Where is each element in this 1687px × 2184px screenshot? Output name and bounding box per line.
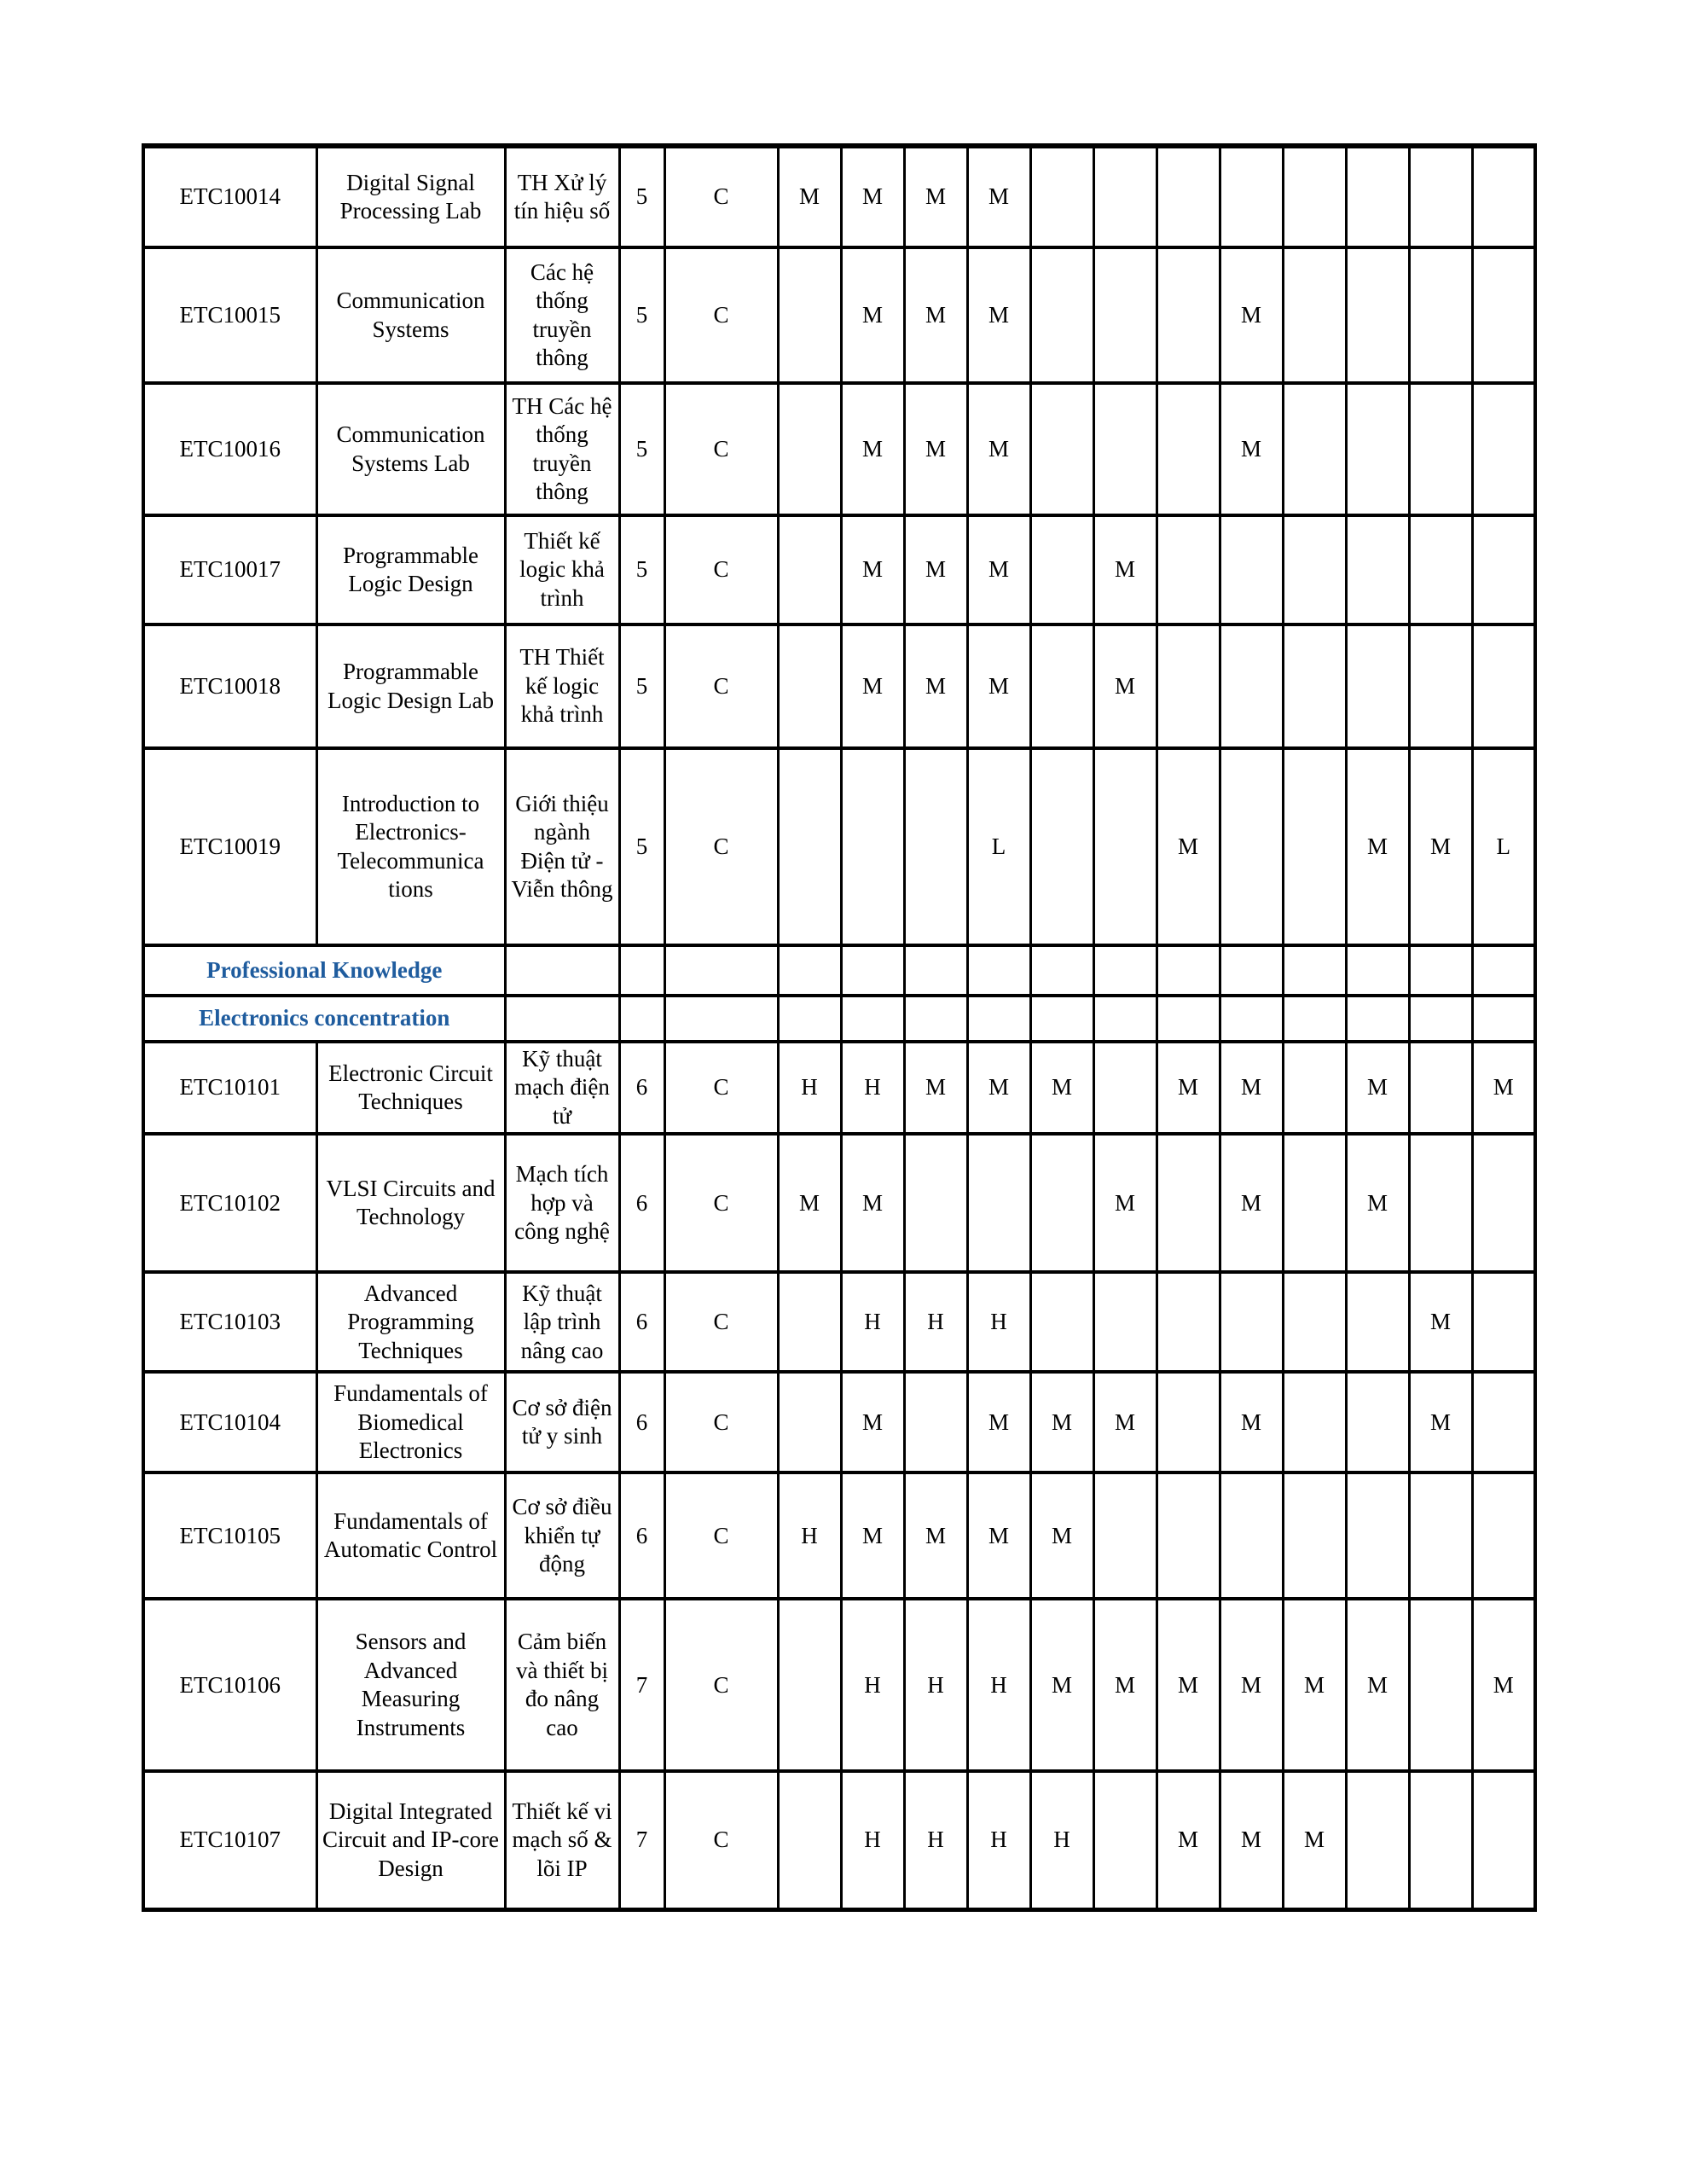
outcome-cell <box>1472 1272 1535 1372</box>
course-code-cell: ETC10103 <box>143 1272 316 1372</box>
empty-number-cell <box>619 996 664 1042</box>
course-name-vi-cell: Cảm biến và thiết bị đo nâng cao <box>505 1599 619 1771</box>
outcome-cell <box>778 383 841 515</box>
outcome-cell <box>1472 1372 1535 1472</box>
outcome-cell <box>1220 1472 1283 1599</box>
empty-outcome-cell <box>841 996 904 1042</box>
outcome-cell <box>1283 1272 1346 1372</box>
course-name-vi-cell: Thiết kế logic khả trình <box>505 515 619 624</box>
empty-name-vi-cell <box>505 996 619 1042</box>
outcome-cell: M <box>904 383 967 515</box>
course-name-en-cell: Fundamentals of Automatic Control <box>316 1472 505 1599</box>
empty-outcome-cell <box>1030 996 1093 1042</box>
outcome-cell: H <box>841 1042 904 1134</box>
section-row <box>143 996 1535 1042</box>
course-name-en-cell: Digital Integrated Circuit and IP-core Design <box>316 1771 505 1909</box>
outcome-cell: M <box>1093 1372 1157 1472</box>
outcome-cell: M <box>904 515 967 624</box>
outcome-cell: M <box>1346 748 1409 945</box>
outcome-cell: M <box>1093 515 1157 624</box>
outcome-cell: H <box>904 1599 967 1771</box>
course-code-cell: ETC10105 <box>143 1472 316 1599</box>
outcome-cell: M <box>841 1472 904 1599</box>
outcome-cell: M <box>1157 1599 1220 1771</box>
outcome-cell <box>1409 1599 1472 1771</box>
course-row <box>143 1771 1535 1909</box>
course-type-cell: C <box>664 146 778 247</box>
course-name-en-cell: Communication Systems <box>316 247 505 383</box>
course-row <box>143 1042 1535 1134</box>
empty-outcome-cell <box>841 945 904 996</box>
course-type-cell: C <box>664 1372 778 1472</box>
outcome-cell <box>1472 146 1535 247</box>
course-code-cell: ETC10104 <box>143 1372 316 1472</box>
outcome-cell: M <box>1093 1599 1157 1771</box>
empty-outcome-cell <box>1472 996 1535 1042</box>
course-number-cell: 6 <box>619 1042 664 1134</box>
outcome-cell <box>1220 146 1283 247</box>
outcome-cell: M <box>1220 1771 1283 1909</box>
outcome-cell: M <box>1346 1042 1409 1134</box>
outcome-cell <box>1346 1372 1409 1472</box>
outcome-cell: M <box>1346 1599 1409 1771</box>
course-code-cell: ETC10014 <box>143 146 316 247</box>
outcome-cell <box>1409 1042 1472 1134</box>
course-name-en-cell: Fundamentals of Biomedical Electronics <box>316 1372 505 1472</box>
course-number-cell: 6 <box>619 1472 664 1599</box>
outcome-cell <box>1283 1472 1346 1599</box>
outcome-cell <box>1409 383 1472 515</box>
outcome-cell: M <box>841 383 904 515</box>
outcome-cell: M <box>904 1472 967 1599</box>
empty-name-vi-cell <box>505 945 619 996</box>
outcome-cell <box>778 247 841 383</box>
table-body <box>143 146 1535 1909</box>
outcome-cell: M <box>967 1042 1030 1134</box>
outcome-cell <box>1472 1134 1535 1272</box>
outcome-cell <box>778 624 841 748</box>
outcome-cell <box>1409 1771 1472 1909</box>
outcome-cell: M <box>1409 748 1472 945</box>
outcome-cell: M <box>1220 1042 1283 1134</box>
outcome-cell: M <box>778 146 841 247</box>
empty-outcome-cell <box>1220 996 1283 1042</box>
empty-outcome-cell <box>1093 996 1157 1042</box>
outcome-cell <box>1157 624 1220 748</box>
course-number-cell: 7 <box>619 1599 664 1771</box>
outcome-cell: H <box>841 1272 904 1372</box>
outcome-cell: H <box>841 1599 904 1771</box>
empty-outcome-cell <box>1030 945 1093 996</box>
outcome-cell: M <box>1472 1599 1535 1771</box>
empty-outcome-cell <box>1157 996 1220 1042</box>
outcome-cell: M <box>1093 1134 1157 1272</box>
course-name-en-cell: Introduction to Electronics-Telecommunica tions <box>316 748 505 945</box>
outcome-cell: M <box>1283 1599 1346 1771</box>
outcome-cell <box>1030 1272 1093 1372</box>
outcome-cell <box>1220 748 1283 945</box>
course-type-cell: C <box>664 1134 778 1272</box>
outcome-cell: H <box>778 1472 841 1599</box>
course-type-cell: C <box>664 383 778 515</box>
course-name-vi-cell: Các hệ thống truyền thông <box>505 247 619 383</box>
empty-type-cell <box>664 996 778 1042</box>
outcome-cell: M <box>967 624 1030 748</box>
outcome-cell: M <box>1093 624 1157 748</box>
outcome-cell <box>1157 146 1220 247</box>
course-name-vi-cell: Thiết kế vi mạch số & lõi IP <box>505 1771 619 1909</box>
outcome-cell: M <box>967 383 1030 515</box>
empty-outcome-cell <box>904 945 967 996</box>
empty-outcome-cell <box>1283 945 1346 996</box>
course-name-en-cell: VLSI Circuits and Technology <box>316 1134 505 1272</box>
course-code-cell: ETC10107 <box>143 1771 316 1909</box>
course-code-cell: ETC10016 <box>143 383 316 515</box>
outcome-cell <box>1472 515 1535 624</box>
outcome-cell <box>1030 748 1093 945</box>
course-row <box>143 247 1535 383</box>
course-row <box>143 1272 1535 1372</box>
course-name-vi-cell: Mạch tích hợp và công nghệ <box>505 1134 619 1272</box>
outcome-cell <box>1093 247 1157 383</box>
course-row <box>143 1134 1535 1272</box>
course-type-cell: C <box>664 1042 778 1134</box>
outcome-cell <box>1472 624 1535 748</box>
outcome-cell <box>1409 1134 1472 1272</box>
course-name-vi-cell: Cơ sở điện tử y sinh <box>505 1372 619 1472</box>
outcome-cell <box>778 1599 841 1771</box>
outcome-cell <box>1093 383 1157 515</box>
outcome-cell <box>1030 247 1093 383</box>
course-number-cell: 5 <box>619 383 664 515</box>
course-type-cell: C <box>664 1771 778 1909</box>
course-row <box>143 624 1535 748</box>
course-number-cell: 7 <box>619 1771 664 1909</box>
outcome-cell <box>1093 748 1157 945</box>
empty-outcome-cell <box>778 996 841 1042</box>
course-name-vi-cell: Kỹ thuật mạch điện tử <box>505 1042 619 1134</box>
section-title: Electronics concentration <box>143 996 505 1042</box>
empty-outcome-cell <box>1409 996 1472 1042</box>
course-name-en-cell: Digital Signal Processing Lab <box>316 146 505 247</box>
outcome-cell <box>1409 515 1472 624</box>
course-name-en-cell: Advanced Programming Techniques <box>316 1272 505 1372</box>
course-number-cell: 5 <box>619 624 664 748</box>
outcome-cell: H <box>1030 1771 1093 1909</box>
outcome-cell: M <box>841 1372 904 1472</box>
outcome-cell: M <box>967 1472 1030 1599</box>
course-row <box>143 1372 1535 1472</box>
outcome-cell <box>1283 748 1346 945</box>
course-code-cell: ETC10102 <box>143 1134 316 1272</box>
outcome-cell: M <box>1157 748 1220 945</box>
section-row <box>143 945 1535 996</box>
course-name-vi-cell: TH Thiết kế logic khả trình <box>505 624 619 748</box>
outcome-cell <box>1093 1771 1157 1909</box>
empty-outcome-cell <box>1093 945 1157 996</box>
outcome-cell: M <box>904 624 967 748</box>
outcome-cell <box>1409 1472 1472 1599</box>
outcome-cell: M <box>841 1134 904 1272</box>
course-row <box>143 515 1535 624</box>
course-row <box>143 1472 1535 1599</box>
outcome-cell <box>841 748 904 945</box>
outcome-cell <box>1220 515 1283 624</box>
course-number-cell: 5 <box>619 748 664 945</box>
course-type-cell: C <box>664 515 778 624</box>
empty-outcome-cell <box>1472 945 1535 996</box>
outcome-cell <box>1030 624 1093 748</box>
course-name-vi-cell: Giới thiệu ngành Điện tử - Viễn thông <box>505 748 619 945</box>
outcome-cell <box>1346 624 1409 748</box>
outcome-cell <box>1346 1472 1409 1599</box>
outcome-cell <box>1283 515 1346 624</box>
course-number-cell: 6 <box>619 1272 664 1372</box>
empty-outcome-cell <box>1409 945 1472 996</box>
outcome-cell: M <box>1030 1042 1093 1134</box>
course-name-vi-cell: Cơ sở điều khiển tự động <box>505 1472 619 1599</box>
outcome-cell: M <box>1220 247 1283 383</box>
outcome-cell <box>1283 146 1346 247</box>
outcome-cell <box>904 1372 967 1472</box>
course-name-vi-cell: TH Các hệ thống truyền thông <box>505 383 619 515</box>
empty-outcome-cell <box>1220 945 1283 996</box>
course-code-cell: ETC10015 <box>143 247 316 383</box>
course-number-cell: 6 <box>619 1372 664 1472</box>
outcome-cell: H <box>967 1771 1030 1909</box>
outcome-cell: M <box>1346 1134 1409 1272</box>
outcome-cell <box>1346 1771 1409 1909</box>
outcome-cell: H <box>778 1042 841 1134</box>
outcome-cell: M <box>967 146 1030 247</box>
empty-outcome-cell <box>1346 945 1409 996</box>
course-type-cell: C <box>664 624 778 748</box>
course-code-cell: ETC10018 <box>143 624 316 748</box>
course-name-en-cell: Sensors and Advanced Measuring Instruments <box>316 1599 505 1771</box>
outcome-cell: M <box>904 146 967 247</box>
outcome-cell: M <box>841 247 904 383</box>
outcome-cell <box>1346 383 1409 515</box>
outcome-cell <box>904 1134 967 1272</box>
course-row <box>143 1599 1535 1771</box>
outcome-cell: M <box>841 146 904 247</box>
outcome-cell: M <box>1472 1042 1535 1134</box>
outcome-cell: M <box>841 624 904 748</box>
outcome-cell: M <box>1409 1372 1472 1472</box>
course-row <box>143 383 1535 515</box>
outcome-cell: H <box>904 1771 967 1909</box>
outcome-cell: M <box>1220 1134 1283 1272</box>
outcome-cell <box>1283 1042 1346 1134</box>
empty-outcome-cell <box>967 945 1030 996</box>
course-number-cell: 5 <box>619 515 664 624</box>
course-type-cell: C <box>664 1472 778 1599</box>
empty-outcome-cell <box>904 996 967 1042</box>
course-number-cell: 5 <box>619 146 664 247</box>
empty-outcome-cell <box>1346 996 1409 1042</box>
outcome-cell: M <box>1220 1372 1283 1472</box>
outcome-cell <box>1157 1134 1220 1272</box>
course-code-cell: ETC10106 <box>143 1599 316 1771</box>
course-name-en-cell: Programmable Logic Design <box>316 515 505 624</box>
outcome-cell <box>1346 515 1409 624</box>
outcome-cell: M <box>1409 1272 1472 1372</box>
outcome-cell <box>1220 1272 1283 1372</box>
empty-outcome-cell <box>778 945 841 996</box>
course-name-en-cell: Electronic Circuit Techniques <box>316 1042 505 1134</box>
outcome-cell <box>967 1134 1030 1272</box>
course-code-cell: ETC10017 <box>143 515 316 624</box>
course-type-cell: C <box>664 1272 778 1372</box>
outcome-cell: M <box>1283 1771 1346 1909</box>
outcome-cell <box>778 1272 841 1372</box>
outcome-cell <box>1409 146 1472 247</box>
outcome-cell <box>1157 383 1220 515</box>
outcome-cell <box>1472 383 1535 515</box>
outcome-cell: M <box>1157 1771 1220 1909</box>
outcome-cell <box>778 1771 841 1909</box>
outcome-cell <box>1472 247 1535 383</box>
course-name-en-cell: Communication Systems Lab <box>316 383 505 515</box>
outcome-cell <box>1157 515 1220 624</box>
outcome-cell <box>1283 247 1346 383</box>
empty-outcome-cell <box>1157 945 1220 996</box>
outcome-cell <box>1030 1134 1093 1272</box>
outcome-cell <box>1283 1372 1346 1472</box>
outcome-cell: M <box>1157 1042 1220 1134</box>
outcome-cell <box>1220 624 1283 748</box>
outcome-cell <box>1030 146 1093 247</box>
course-type-cell: C <box>664 247 778 383</box>
outcome-cell: M <box>778 1134 841 1272</box>
outcome-cell: M <box>1030 1599 1093 1771</box>
outcome-cell <box>778 748 841 945</box>
empty-type-cell <box>664 945 778 996</box>
outcome-cell <box>1093 1472 1157 1599</box>
course-code-cell: ETC10101 <box>143 1042 316 1134</box>
outcome-cell <box>1472 1472 1535 1599</box>
outcome-cell <box>1346 1272 1409 1372</box>
course-type-cell: C <box>664 748 778 945</box>
outcome-cell <box>1093 146 1157 247</box>
outcome-cell: M <box>967 1372 1030 1472</box>
outcome-cell <box>1157 247 1220 383</box>
outcome-cell: M <box>967 247 1030 383</box>
outcome-cell: M <box>1030 1472 1093 1599</box>
outcome-cell <box>1157 1272 1220 1372</box>
course-type-cell: C <box>664 1599 778 1771</box>
outcome-cell: M <box>904 247 967 383</box>
outcome-cell: M <box>904 1042 967 1134</box>
outcome-cell: M <box>841 515 904 624</box>
outcome-cell: M <box>1220 1599 1283 1771</box>
outcome-cell <box>1157 1372 1220 1472</box>
outcome-cell <box>1283 1134 1346 1272</box>
outcome-cell: L <box>967 748 1030 945</box>
outcome-cell: M <box>1220 383 1283 515</box>
outcome-cell <box>1409 247 1472 383</box>
course-name-en-cell: Programmable Logic Design Lab <box>316 624 505 748</box>
outcome-cell <box>1283 624 1346 748</box>
course-number-cell: 5 <box>619 247 664 383</box>
course-code-cell: ETC10019 <box>143 748 316 945</box>
outcome-cell <box>778 515 841 624</box>
curriculum-outcome-table <box>142 143 1537 1912</box>
outcome-cell: M <box>1030 1372 1093 1472</box>
outcome-cell <box>1030 383 1093 515</box>
outcome-cell <box>778 1372 841 1472</box>
outcome-cell: H <box>841 1771 904 1909</box>
outcome-cell: H <box>967 1599 1030 1771</box>
outcome-cell <box>1030 515 1093 624</box>
course-row <box>143 146 1535 247</box>
outcome-cell <box>904 748 967 945</box>
outcome-cell <box>1346 146 1409 247</box>
empty-outcome-cell <box>967 996 1030 1042</box>
outcome-cell <box>1409 624 1472 748</box>
empty-number-cell <box>619 945 664 996</box>
outcome-cell <box>1093 1042 1157 1134</box>
outcome-cell: M <box>967 515 1030 624</box>
course-row <box>143 748 1535 945</box>
course-name-vi-cell: TH Xử lý tín hiệu số <box>505 146 619 247</box>
outcome-cell <box>1472 1771 1535 1909</box>
outcome-cell <box>1157 1472 1220 1599</box>
outcome-cell: H <box>904 1272 967 1372</box>
course-number-cell: 6 <box>619 1134 664 1272</box>
outcome-cell <box>1346 247 1409 383</box>
outcome-cell: L <box>1472 748 1535 945</box>
outcome-cell <box>1283 383 1346 515</box>
course-name-vi-cell: Kỹ thuật lập trình nâng cao <box>505 1272 619 1372</box>
outcome-cell <box>1093 1272 1157 1372</box>
outcome-cell: H <box>967 1272 1030 1372</box>
section-title: Professional Knowledge <box>143 945 505 996</box>
empty-outcome-cell <box>1283 996 1346 1042</box>
